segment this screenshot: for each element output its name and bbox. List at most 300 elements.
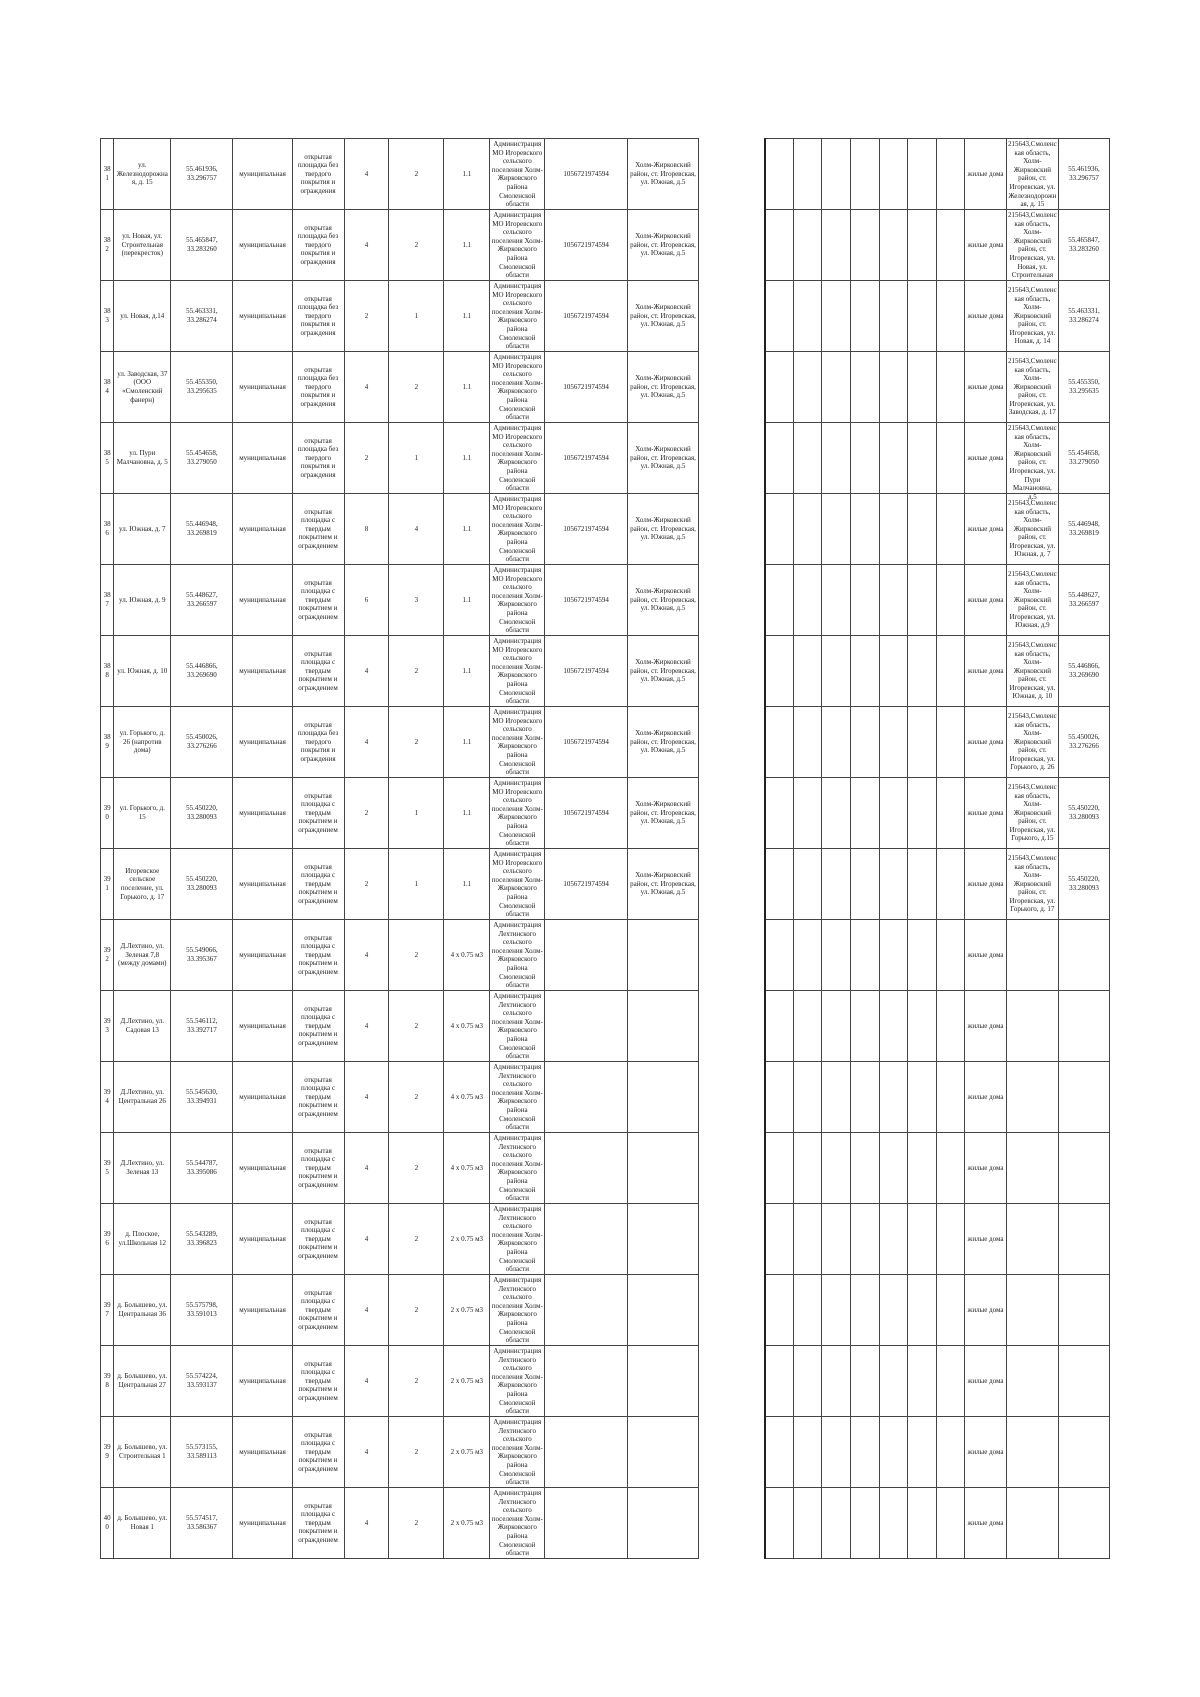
site-address	[114, 1488, 171, 1559]
container-volume-text: 1.1	[462, 311, 472, 320]
waste-source-category-text: жилые дома	[967, 524, 1004, 533]
waste-source-coordinates	[1058, 565, 1109, 636]
blank-cell	[851, 494, 880, 565]
container-count	[389, 636, 444, 707]
row-number	[101, 991, 114, 1062]
blank-cell	[936, 494, 965, 565]
holder-address-text: Холм-Жирковский район, ст. Игоревская, ул. Южная, д.5	[630, 445, 696, 471]
container-volume	[444, 1346, 490, 1417]
waste-source-address-text: 215643,Смоленская область, Холм-Жирковский район, ст. Игоревская, ул. Заводская, д. 17	[1008, 356, 1057, 417]
row-number-text: 392	[103, 946, 111, 963]
waste-source-coordinates-text: 55.446948, 33.269819	[1068, 520, 1100, 537]
site-address-text: д. Болышево, ул. Центральная 27	[117, 1372, 168, 1389]
blank-gap	[699, 991, 765, 1062]
site-area	[344, 778, 389, 849]
site-coordinates	[171, 494, 233, 565]
row-number	[101, 849, 114, 920]
container-volume	[444, 139, 490, 210]
site-area	[344, 1488, 389, 1559]
blank-cell	[879, 707, 908, 778]
container-volume	[444, 210, 490, 281]
row-number-text: 385	[103, 449, 111, 466]
blank-cell	[851, 1417, 880, 1488]
row-number	[101, 707, 114, 778]
blank-cell	[793, 849, 822, 920]
site-address-text: Д.Лехтино, ул. Зеленая 13	[120, 1159, 165, 1176]
site-coordinates	[171, 1062, 233, 1133]
holder-address	[627, 849, 698, 920]
row-number-text: 389	[103, 733, 111, 750]
container-volume-text: 2 х 0.75 м3	[450, 1447, 484, 1456]
site-coordinates	[171, 1204, 233, 1275]
holder-ogrn	[545, 423, 628, 494]
container-count-text: 1	[414, 808, 419, 817]
holder-address-text: Холм-Жирковский район, ст. Игоревская, ул. Южная, д.5	[630, 658, 696, 684]
blank-cell	[793, 991, 822, 1062]
blank-cell	[879, 920, 908, 991]
site-area	[344, 1204, 389, 1275]
waste-source-coordinates	[1058, 352, 1109, 423]
blank-gap	[699, 139, 765, 210]
site-surface-type-text: открытая площадка без твердого покрытия и ограждения	[297, 223, 339, 266]
site-address	[114, 1133, 171, 1204]
container-count	[389, 1204, 444, 1275]
blank-cell	[879, 139, 908, 210]
waste-source-address-text: 215643,Смоленская область, Холм-Жирковский район, ст. Игоревская, ул. Новая, ул. Строительная	[1008, 211, 1057, 280]
blank-cell	[765, 281, 794, 352]
site-address-text: ул. Горького, д. 15	[119, 804, 165, 821]
holder-ogrn-text: 1056721974594	[563, 595, 609, 604]
site-holder-text: Администрация Лехтинского сельского поселения Холм-Жирковского района Смоленской области	[491, 1063, 543, 1132]
blank-cell	[936, 1204, 965, 1275]
site-surface-type	[292, 423, 344, 494]
container-count	[389, 423, 444, 494]
site-surface-type-text: открытая площадка с твердым покрытием и ограждением	[298, 791, 338, 834]
land-ownership-text: муниципальная	[239, 1518, 286, 1527]
land-ownership	[233, 707, 292, 778]
blank-cell	[822, 991, 851, 1062]
blank-cell	[908, 1133, 937, 1204]
container-count	[389, 778, 444, 849]
row-number-text: 381	[103, 165, 111, 182]
container-volume	[444, 423, 490, 494]
holder-ogrn	[545, 778, 628, 849]
row-number	[101, 636, 114, 707]
site-surface-type	[292, 281, 344, 352]
blank-cell	[851, 565, 880, 636]
holder-address	[627, 210, 698, 281]
waste-source-coordinates-text: 55.450026, 33.276266	[1068, 733, 1100, 750]
container-count-text: 2	[414, 240, 419, 249]
blank-cell	[822, 139, 851, 210]
blank-cell	[793, 565, 822, 636]
blank-cell	[793, 423, 822, 494]
blank-cell	[936, 920, 965, 991]
site-area-text: 2	[364, 808, 369, 817]
blank-cell	[851, 707, 880, 778]
container-volume	[444, 778, 490, 849]
waste-source-address	[1006, 1204, 1058, 1275]
row-number	[101, 565, 114, 636]
table-row	[101, 778, 1110, 849]
container-count-text: 1	[414, 453, 419, 462]
waste-source-address	[1006, 991, 1058, 1062]
waste-source-address	[1006, 1062, 1058, 1133]
site-area-text: 4	[364, 1305, 369, 1314]
site-address-text: ул. Заводская, 37 (ООО «Смоленский фанерн)	[117, 369, 168, 404]
container-count-text: 2	[414, 950, 419, 959]
waste-source-category	[965, 636, 1007, 707]
waste-source-address	[1006, 1133, 1058, 1204]
waste-source-category	[965, 991, 1007, 1062]
blank-cell	[822, 778, 851, 849]
container-count-text: 2	[414, 382, 419, 391]
container-volume-text: 1.1	[462, 737, 472, 746]
blank-gap	[699, 1062, 765, 1133]
blank-cell	[822, 352, 851, 423]
holder-ogrn-text: 1056721974594	[563, 169, 609, 178]
blank-cell	[851, 352, 880, 423]
site-holder-text: Администрация Лехтинского сельского поселения Холм-Жирковского района Смоленской области	[491, 992, 543, 1061]
waste-source-address-text: 215643,Смоленская область, Холм-Жирковский район, ст. Игоревская, ул. Новая, д. 14	[1008, 285, 1057, 346]
site-address	[114, 139, 171, 210]
land-ownership-text: муниципальная	[239, 808, 286, 817]
table-row	[101, 210, 1110, 281]
site-holder	[490, 281, 545, 352]
row-number-text: 394	[103, 1088, 111, 1105]
container-volume-text: 1.1	[462, 453, 472, 462]
row-number-text: 391	[103, 875, 111, 892]
table-row	[101, 494, 1110, 565]
blank-cell	[793, 494, 822, 565]
row-number	[101, 1062, 114, 1133]
waste-source-category-text: жилые дома	[967, 1305, 1004, 1314]
container-volume	[444, 1488, 490, 1559]
holder-ogrn	[545, 1417, 628, 1488]
site-surface-type	[292, 1275, 344, 1346]
holder-ogrn-text: 1056721974594	[563, 382, 609, 391]
holder-ogrn-text: 1056721974594	[563, 453, 609, 462]
container-count-text: 1	[414, 311, 419, 320]
site-coordinates-text: 55.450220, 33.280093	[186, 804, 218, 821]
blank-cell	[936, 1346, 965, 1417]
land-ownership	[233, 1062, 292, 1133]
holder-address-text: Холм-Жирковский район, ст. Игоревская, ул. Южная, д.5	[630, 516, 696, 542]
waste-source-address-text: 215643,Смоленская область, Холм-Жирковский район, ст. Игоревская, ул. Железнодорожная, д. 15	[1008, 140, 1057, 209]
waste-source-category	[965, 281, 1007, 352]
blank-cell	[765, 1488, 794, 1559]
row-number	[101, 1346, 114, 1417]
container-count	[389, 849, 444, 920]
site-area	[344, 1133, 389, 1204]
site-holder-text: Администрация МО Игоревского сельского поселения Холм-Жирковского района Смоленской области	[491, 424, 543, 493]
holder-address	[627, 1488, 698, 1559]
site-address-text: д. Болышево, ул. Центральная 36	[117, 1301, 168, 1318]
site-address-text: ул. Горького, д. 26 (напротив дома)	[119, 729, 165, 755]
holder-address	[627, 565, 698, 636]
waste-source-category	[965, 139, 1007, 210]
site-coordinates	[171, 210, 233, 281]
land-ownership-text: муниципальная	[239, 1021, 286, 1030]
waste-source-address	[1006, 920, 1058, 991]
container-volume-text: 4 х 0.75 м3	[450, 1021, 484, 1030]
blank-cell	[908, 565, 937, 636]
site-holder	[490, 920, 545, 991]
site-coordinates-text: 55.450026, 33.276266	[186, 733, 218, 750]
site-coordinates-text: 55.446866, 33.269690	[186, 662, 218, 679]
container-volume	[444, 636, 490, 707]
blank-cell	[936, 1133, 965, 1204]
holder-ogrn-text: 1056721974594	[563, 879, 609, 888]
waste-source-coordinates	[1058, 778, 1109, 849]
site-surface-type-text: открытая площадка с твердым покрытием и ограждением	[298, 649, 338, 692]
site-holder-text: Администрация МО Игоревского сельского поселения Холм-Жирковского района Смоленской области	[491, 495, 543, 564]
site-coordinates-text: 55.544787, 33.395086	[186, 1159, 218, 1176]
waste-source-category	[965, 1062, 1007, 1133]
row-number	[101, 423, 114, 494]
blank-cell	[936, 352, 965, 423]
waste-source-category-text: жилые дома	[967, 1092, 1004, 1101]
waste-source-category	[965, 565, 1007, 636]
land-ownership	[233, 991, 292, 1062]
blank-cell	[765, 778, 794, 849]
row-number-text: 393	[103, 1017, 111, 1034]
blank-cell	[908, 636, 937, 707]
site-coordinates-text: 55.574517, 33.586367	[186, 1514, 218, 1531]
container-count	[389, 707, 444, 778]
row-number	[101, 352, 114, 423]
blank-cell	[793, 1062, 822, 1133]
container-count-text: 4	[414, 524, 419, 533]
row-number-text: 388	[103, 662, 111, 679]
container-volume-text: 4 х 0.75 м3	[450, 1163, 484, 1172]
holder-address-text: Холм-Жирковский район, ст. Игоревская, ул. Южная, д.5	[630, 161, 696, 187]
holder-address	[627, 636, 698, 707]
holder-ogrn	[545, 1488, 628, 1559]
site-holder	[490, 1417, 545, 1488]
site-surface-type-text: открытая площадка с твердым покрытием и ограждением	[298, 1359, 338, 1402]
site-surface-type	[292, 210, 344, 281]
waste-source-address	[1006, 636, 1058, 707]
site-area-text: 2	[364, 311, 369, 320]
site-area	[344, 991, 389, 1062]
waste-source-category-text: жилые дома	[967, 950, 1004, 959]
site-coordinates-text: 55.574224, 33.593137	[186, 1372, 218, 1389]
row-number-text: 390	[103, 804, 111, 821]
waste-source-category	[965, 707, 1007, 778]
waste-source-category-text: жилые дома	[967, 1021, 1004, 1030]
land-ownership	[233, 210, 292, 281]
container-count	[389, 1346, 444, 1417]
waste-source-coordinates	[1058, 707, 1109, 778]
site-area-text: 4	[364, 1518, 369, 1527]
blank-cell	[936, 1275, 965, 1346]
site-surface-type	[292, 139, 344, 210]
blank-cell	[879, 1488, 908, 1559]
waste-source-category-text: жилые дома	[967, 1447, 1004, 1456]
container-volume-text: 1.1	[462, 169, 472, 178]
site-holder-text: Администрация МО Игоревского сельского поселения Холм-Жирковского района Смоленской области	[491, 850, 543, 919]
waste-source-coordinates	[1058, 1488, 1109, 1559]
site-surface-type-text: открытая площадка с твердым покрытием и ограждением	[298, 1501, 338, 1544]
site-holder-text: Администрация МО Игоревского сельского поселения Холм-Жирковского района Смоленской области	[491, 282, 543, 351]
row-number	[101, 920, 114, 991]
waste-source-coordinates	[1058, 636, 1109, 707]
land-ownership-text: муниципальная	[239, 1376, 286, 1385]
site-holder-text: Администрация МО Игоревского сельского поселения Холм-Жирковского района Смоленской области	[491, 566, 543, 635]
holder-address	[627, 139, 698, 210]
site-surface-type-text: открытая площадка с твердым покрытием и ограждением	[298, 1004, 338, 1047]
waste-source-address	[1006, 281, 1058, 352]
waste-source-address-text: 215643,Смоленская область, Холм-Жирковский район, ст. Игоревская, ул. Южная, д. 10	[1008, 640, 1057, 701]
blank-cell	[879, 991, 908, 1062]
blank-cell	[765, 352, 794, 423]
site-area	[344, 423, 389, 494]
site-address-text: Игоревское сельское поселение, ул. Горького, д. 17	[120, 866, 165, 901]
container-count-text: 2	[414, 1092, 419, 1101]
site-surface-type	[292, 778, 344, 849]
site-area-text: 4	[364, 737, 369, 746]
blank-cell	[765, 1417, 794, 1488]
site-surface-type	[292, 352, 344, 423]
site-surface-type	[292, 1062, 344, 1133]
waste-source-coordinates	[1058, 423, 1109, 494]
blank-cell	[851, 920, 880, 991]
blank-cell	[765, 565, 794, 636]
site-address	[114, 1062, 171, 1133]
blank-gap	[699, 423, 765, 494]
blank-cell	[765, 494, 794, 565]
land-ownership	[233, 1488, 292, 1559]
holder-address	[627, 494, 698, 565]
container-volume-text: 1.1	[462, 524, 472, 533]
blank-cell	[908, 139, 937, 210]
site-holder-text: Администрация МО Игоревского сельского поселения Холм-Жирковского района Смоленской области	[491, 211, 543, 280]
site-area	[344, 849, 389, 920]
waste-source-category	[965, 1488, 1007, 1559]
site-area	[344, 1062, 389, 1133]
container-volume	[444, 1275, 490, 1346]
land-ownership-text: муниципальная	[239, 879, 286, 888]
blank-cell	[765, 920, 794, 991]
site-surface-type	[292, 1204, 344, 1275]
waste-source-category	[965, 849, 1007, 920]
blank-cell	[936, 1488, 965, 1559]
container-volume-text: 4 х 0.75 м3	[450, 950, 484, 959]
site-holder	[490, 849, 545, 920]
site-area-text: 4	[364, 1234, 369, 1243]
blank-gap	[699, 707, 765, 778]
site-coordinates	[171, 352, 233, 423]
land-ownership-text: муниципальная	[239, 1234, 286, 1243]
blank-cell	[908, 1062, 937, 1133]
blank-cell	[793, 1133, 822, 1204]
site-holder-text: Администрация МО Игоревского сельского поселения Холм-Жирковского района Смоленской области	[491, 140, 543, 209]
site-coordinates	[171, 139, 233, 210]
container-volume	[444, 565, 490, 636]
container-volume-text: 2 х 0.75 м3	[450, 1234, 484, 1243]
container-count	[389, 920, 444, 991]
table-row	[101, 849, 1110, 920]
holder-address	[627, 423, 698, 494]
container-volume	[444, 281, 490, 352]
blank-cell	[908, 281, 937, 352]
land-ownership	[233, 636, 292, 707]
container-count-text: 2	[414, 1021, 419, 1030]
holder-ogrn-text: 1056721974594	[563, 808, 609, 817]
land-ownership	[233, 565, 292, 636]
waste-source-address-text: 215643,Смоленская область, Холм-Жирковский район, ст. Игоревская, ул. Горького, д.15	[1008, 782, 1057, 843]
site-holder	[490, 352, 545, 423]
container-volume-text: 2 х 0.75 м3	[450, 1305, 484, 1314]
site-address	[114, 991, 171, 1062]
site-holder-text: Администрация Лехтинского сельского поселения Холм-Жирковского района Смоленской области	[491, 1276, 543, 1345]
land-ownership-text: муниципальная	[239, 311, 286, 320]
blank-cell	[822, 1062, 851, 1133]
blank-gap	[699, 778, 765, 849]
container-volume-text: 1.1	[462, 595, 472, 604]
site-holder-text: Администрация Лехтинского сельского поселения Холм-Жирковского района Смоленской области	[491, 1489, 543, 1558]
container-count-text: 2	[414, 169, 419, 178]
site-area	[344, 1417, 389, 1488]
container-count	[389, 494, 444, 565]
row-number-text: 382	[103, 236, 111, 253]
container-count	[389, 352, 444, 423]
table-row	[101, 1062, 1110, 1133]
row-number	[101, 1417, 114, 1488]
site-coordinates	[171, 1488, 233, 1559]
row-number-text: 386	[103, 520, 111, 537]
container-count	[389, 1275, 444, 1346]
holder-ogrn	[545, 494, 628, 565]
site-holder	[490, 778, 545, 849]
site-holder-text: Администрация Лехтинского сельского поселения Холм-Жирковского района Смоленской области	[491, 1418, 543, 1487]
site-holder-text: Администрация МО Игоревского сельского поселения Холм-Жирковского района Смоленской области	[491, 779, 543, 848]
waste-source-category	[965, 352, 1007, 423]
site-coordinates	[171, 849, 233, 920]
land-ownership-text: муниципальная	[239, 666, 286, 675]
blank-cell	[851, 1488, 880, 1559]
waste-source-coordinates	[1058, 1275, 1109, 1346]
blank-cell	[765, 1346, 794, 1417]
holder-ogrn	[545, 1204, 628, 1275]
waste-source-category	[965, 1346, 1007, 1417]
site-coordinates-text: 55.546112, 33.392717	[186, 1017, 218, 1034]
waste-source-coordinates	[1058, 139, 1109, 210]
waste-source-address	[1006, 849, 1058, 920]
site-address	[114, 920, 171, 991]
blank-cell	[822, 1488, 851, 1559]
site-coordinates-text: 55.455350, 33.295635	[186, 378, 218, 395]
site-surface-type	[292, 1488, 344, 1559]
land-ownership-text: муниципальная	[239, 595, 286, 604]
site-coordinates	[171, 920, 233, 991]
site-address-text: ул. Новая, ул. Строительная (перекресток)	[121, 232, 163, 258]
site-address	[114, 494, 171, 565]
holder-address	[627, 991, 698, 1062]
table-row	[101, 281, 1110, 352]
table-row	[101, 565, 1110, 636]
blank-cell	[765, 210, 794, 281]
site-coordinates-text: 55.465847, 33.283260	[186, 236, 218, 253]
site-coordinates	[171, 991, 233, 1062]
waste-source-category-text: жилые дома	[967, 879, 1004, 888]
site-coordinates-text: 55.454658, 33.279050	[186, 449, 218, 466]
blank-cell	[793, 1204, 822, 1275]
site-holder-text: Администрация Лехтинского сельского поселения Холм-Жирковского района Смоленской области	[491, 1347, 543, 1416]
blank-cell	[936, 281, 965, 352]
waste-source-coordinates	[1058, 494, 1109, 565]
